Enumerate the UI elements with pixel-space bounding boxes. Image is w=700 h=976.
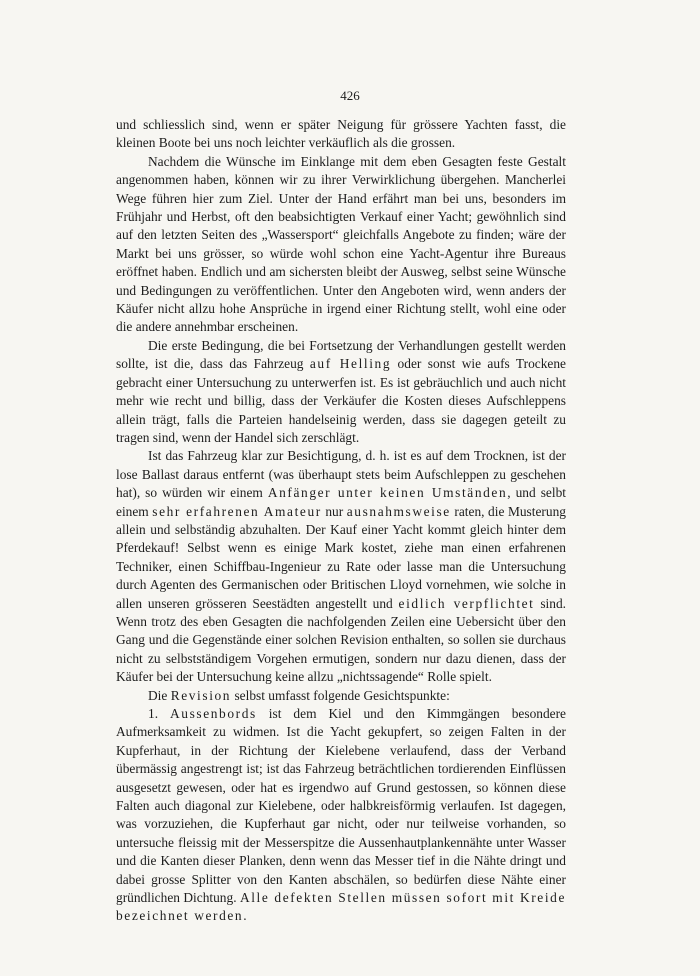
paragraph-5-text: Die [148,687,171,703]
paragraph-2-text: Nachdem die Wünsche im Einklange mit dem eben Gesagten feste Gestalt angenommen haben, können wir zu ihrer Verwirklichung übergehen. Mancherlei Wege führen hier zum Ziel. Unter der Hand erfährt man bei uns, besonders im Frühjahr und Herbst, oft den beabsichtigten Verkauf einer Yacht; gewöhnlich sind auf den letzten Seiten des „Wassersport“ gleichfalls Angebote zu finden; wäre der Markt bei uns grösser, so würde wohl schon eine Yacht-Agentur ihre Bureaus eröffnet haben. Endlich und am sichersten bleibt der Ausweg, selbst seine Wünsche und Bedingungen zu veröffentlichen. Unter den Angeboten wird, wenn anders der Käufer nicht allzu hohe Ansprüche in irgend einer Richtung stellt, wohl eine oder die andere annehmbar erscheinen. [116,153,566,335]
spaced-emphasis: Revision [170,687,232,703]
paragraph-3 [116,337,566,447]
paragraph-1 [116,116,566,153]
paragraph-6-text: 1. [148,706,171,721]
spaced-emphasis: auf Helling [309,356,392,372]
paragraph-6-text: ist dem Kiel und den Kimmgängen besondere Aufmerksamkeit zu widmen. Ist die Yacht gekupfert, so zeigen Falten in der Kupferhaut, in der Richtung der Kielebene verlaufend, dass der Verband übermässig angestrengt ist; ist das Fahrzeug beträchtlichen tordierenden Einflüssen ausgesetzt gewesen, oder hat es irgendwo auf Grund gestossen, so können diese Falten auch diagonal zur Kielebene, oder halbkreisförmig verlaufen. Ist dagegen, was vorzuziehen, die Kupferhaut gar nicht, oder nur teilweise vorhanden, so untersuche fleissig mit der Messerspitze die Aussenhautplankennähte unter Wasser und die Kanten dieser Planken, denn wenn das Messer tief in die Nähte dringt und dabei grosse Splitter von den Kanten abschälen, so bedürfen diese Nähte einer gründlichen Dichtung. [116,706,567,906]
spaced-emphasis: Aussenbords [170,706,257,721]
page-number: 426 [340,88,360,103]
paragraph-4-text: sind. Wenn trotz des eben Gesagten die nachfolgenden Zeilen eine Uebersicht über den Gang und die Gegenstände einer solchen Revision enthalten, so sollen sie durchaus nicht zu selbstständigem Vorgehen ermutigen, sondern nur dazu dienen, dass der Käufer bei der Untersuchung keine allzu „nichtssagende“ Rolle spielt. [116,595,566,685]
paragraph-4-text: Ist das Fahrzeug klar zur Besichtigung, d. h. ist es auf dem Trocknen, ist der lose Ballast daraus entfernt (was überhaupt stets beim Aufschleppen zu geschehen hat), so würden wir einem [116,448,566,501]
body-text [116,116,566,926]
paragraph-4-text: nur [321,503,347,519]
spaced-emphasis: ausnahmsweise [346,503,451,519]
spaced-emphasis: sehr erfahrenen Amateur [152,503,322,519]
spaced-emphasis: eidlich verpflichtet [398,595,535,611]
paragraph-3-text: Die erste Bedingung, die bei Fortsetzung der Verhandlungen gestellt werden sollte, ist die, dass das Fahrzeug [116,337,566,372]
paragraph-6 [116,705,566,926]
paragraph-3-text: oder sonst wie aufs Trockene gebracht einer Untersuchung zu unterwerfen ist. Es ist gebräuchlich und auch nicht mehr wie recht und billig, dass der Verkäufer die Kosten dieses Aufschleppens allein trägt, falls die Parteien handelseinig werden, dass sie dagegen geteilt zu tragen sind, wenn der Handel sich zerschlägt. [116,356,566,445]
paragraph-2 [116,153,566,337]
spaced-emphasis: Alle defekten Stellen müssen sofort mit Kreide bezeichnet werden. [116,890,566,924]
spaced-emphasis: Anfänger unter keinen Umständen [267,485,508,501]
paragraph-5 [116,687,566,705]
paragraph-4 [116,447,566,686]
paragraph-5-text: selbst umfasst folgende Gesichtspunkte: [231,687,450,703]
paragraph-1-text: und schliesslich sind, wenn er später Neigung für grössere Yachten fasst, die kleinen Boote bei uns noch leichter verkäuflich als die grossen. [116,117,566,151]
paragraph-4-text: , und selbt einem [116,485,566,519]
paragraph-4-text: raten, die Musterung allein und selbständig abzuhalten. Der Kauf einer Yacht kommt gleich hinter dem Pferdekauf! Selbst wenn es einige Mark kostet, ziehe man einen erfahrenen Techniker, einen Schiffbau-Ingenieur zu Rate oder lasse man die Untersuchung durch Agenten des Germanischen oder Britischen Lloyd vornehmen, wie solche in allen unseren grösseren Seestädten angestellt und [116,503,566,611]
